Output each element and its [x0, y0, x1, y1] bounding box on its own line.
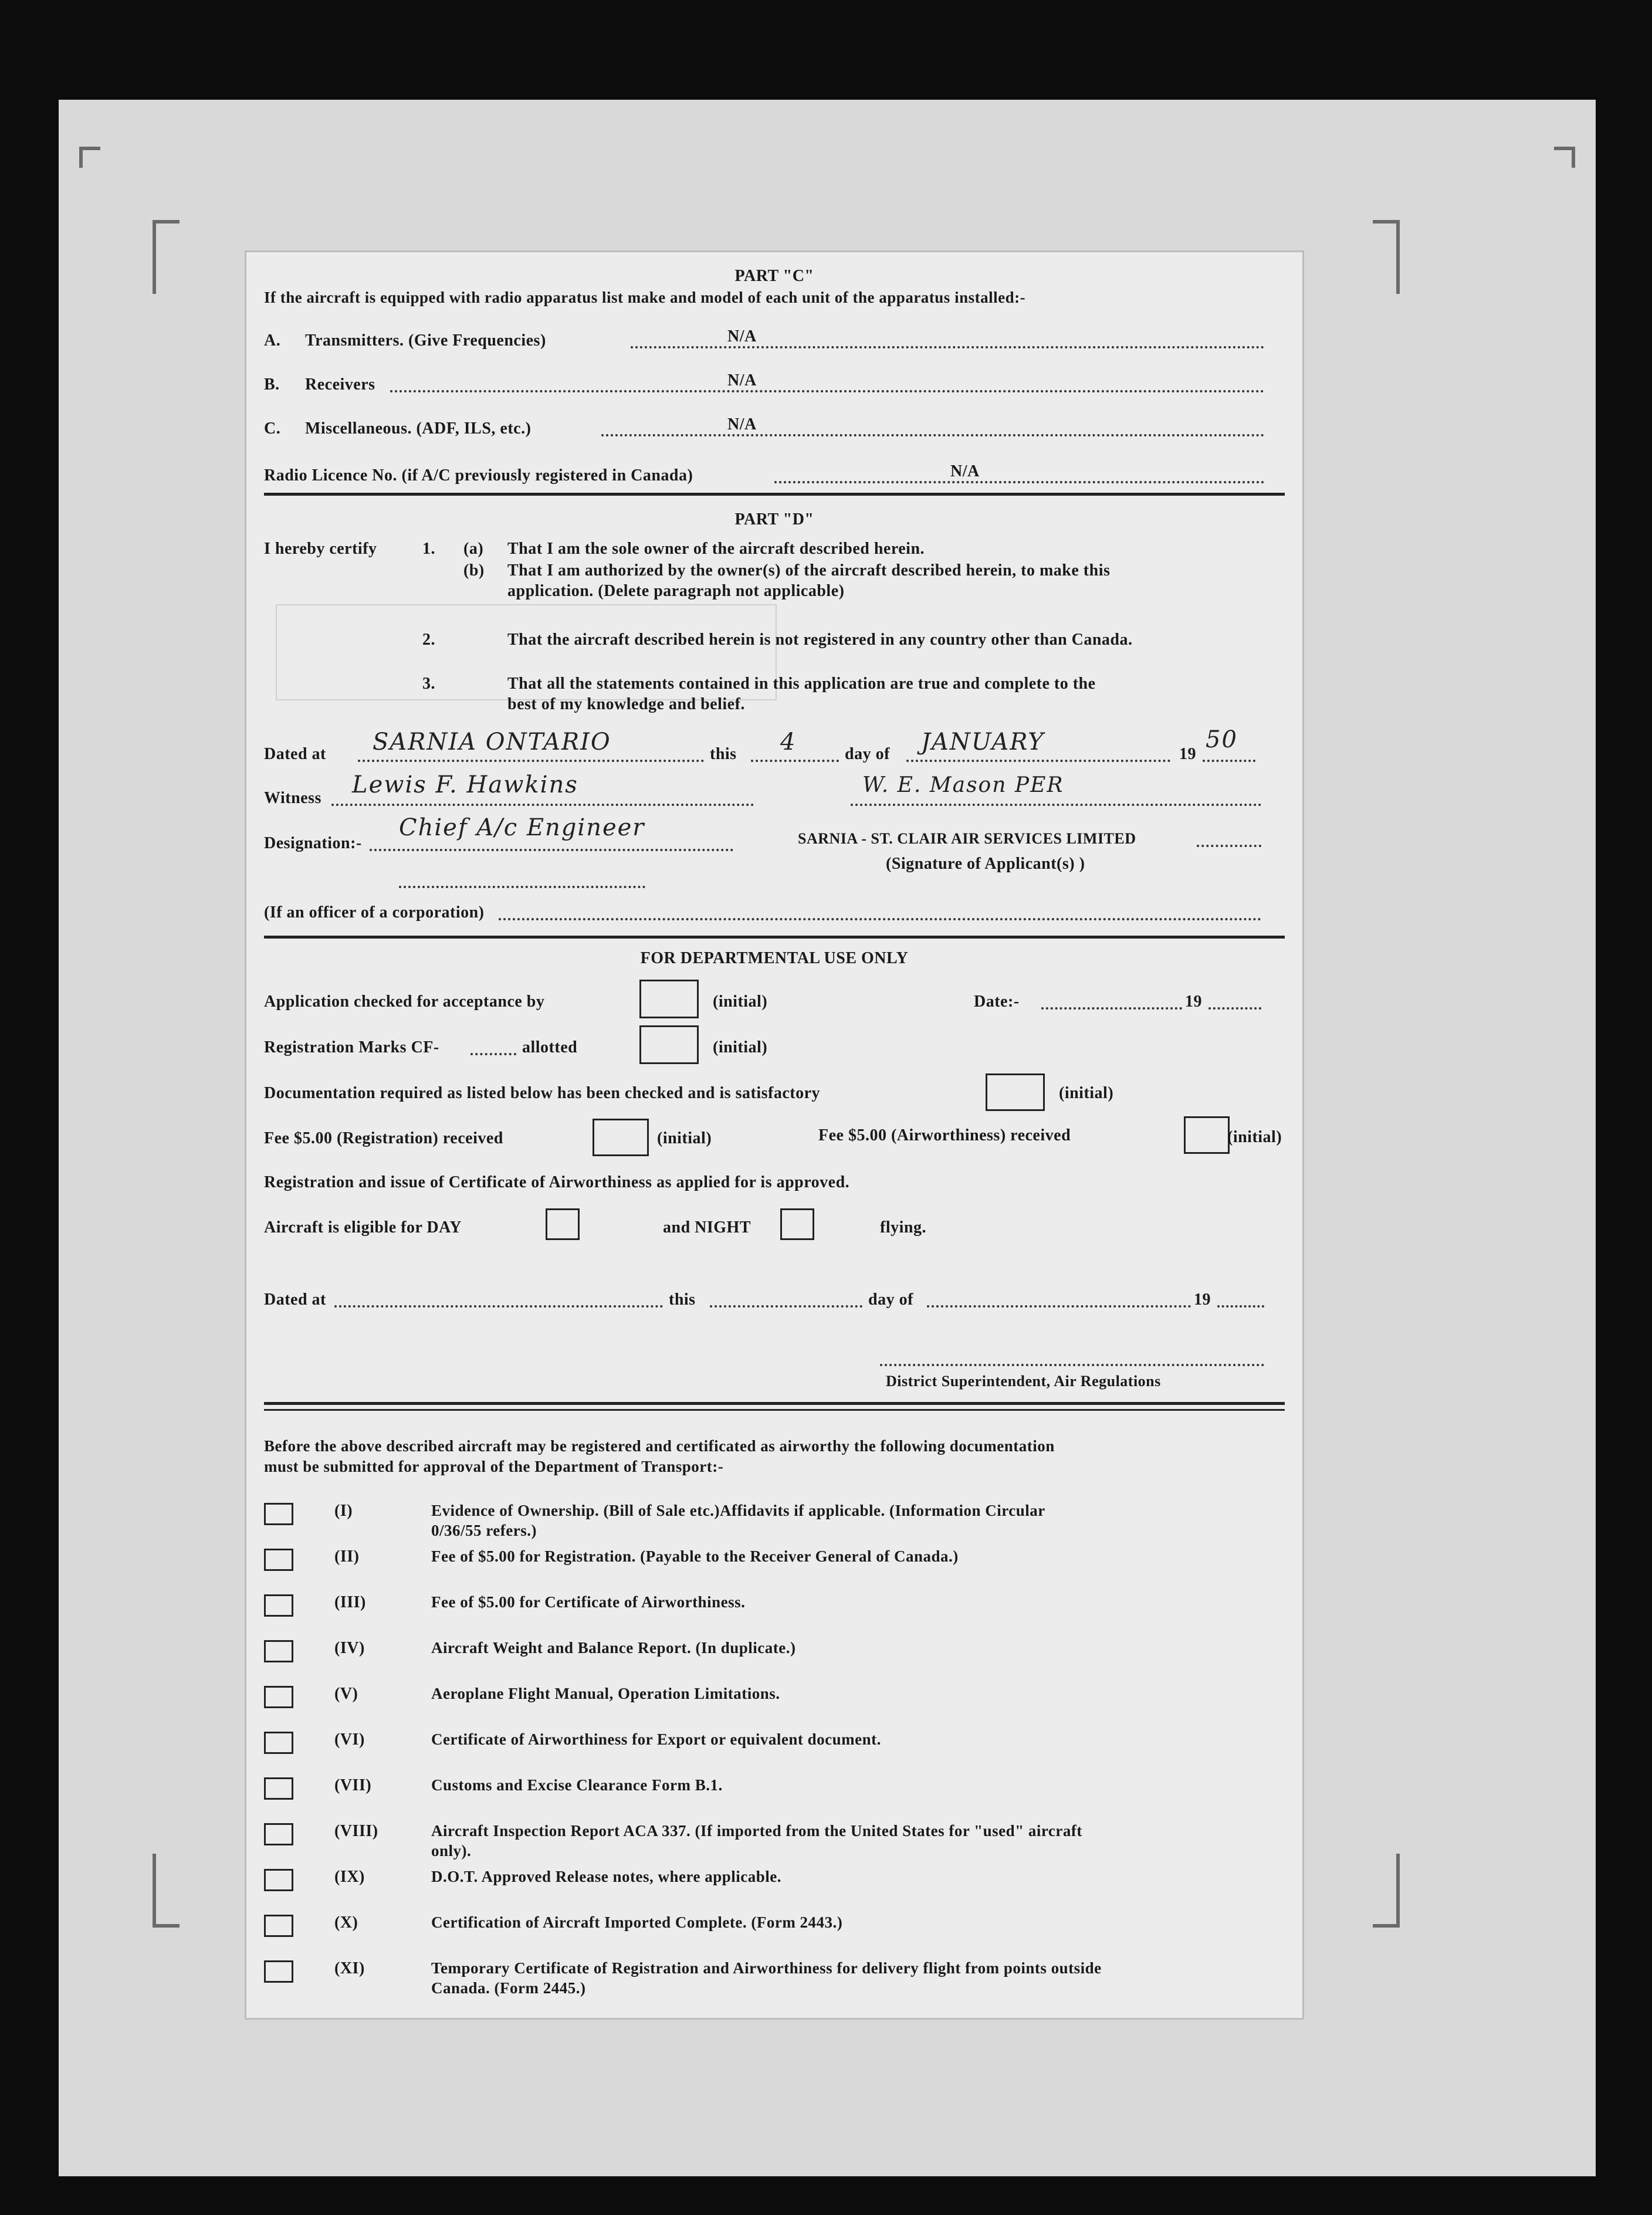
applicant-signature[interactable]: W. E. Mason PER — [862, 773, 1064, 797]
doc-item-number: (VI) — [334, 1730, 365, 1749]
item-2-num: 2. — [422, 631, 435, 649]
doc-item-text: D.O.T. Approved Release notes, where applicable. — [431, 1868, 781, 1885]
reg-marks-initial-box[interactable] — [639, 1025, 699, 1064]
doc-item-text: Certificate of Airworthiness for Export or equivalent document. — [431, 1730, 881, 1748]
day-of-label: day of — [845, 745, 890, 763]
fee-registration-box[interactable] — [593, 1119, 649, 1156]
bleed-through-table — [276, 604, 777, 700]
item-3-num: 3. — [422, 675, 435, 693]
certify-label: I hereby certify — [264, 540, 377, 558]
doc-item-text-continued: 0/36/55 refers.) — [431, 1522, 537, 1539]
year-value[interactable]: 50 — [1206, 726, 1238, 753]
doc-item-number: (II) — [334, 1547, 360, 1566]
night-label: and NIGHT — [663, 1218, 751, 1237]
doc-checkbox[interactable] — [264, 1960, 293, 1983]
item-1-num: 1. — [422, 540, 435, 558]
corner-mark — [1554, 147, 1575, 168]
designation-label: Designation:- — [264, 834, 362, 852]
doc-checkbox[interactable] — [264, 1686, 293, 1708]
corner-mark — [79, 147, 100, 168]
radio-licence-value[interactable]: N/A — [950, 462, 980, 480]
item-1a-text: That I am the sole owner of the aircraft described herein. — [507, 540, 925, 558]
radio-licence-label: Radio Licence No. (if A/C previously registered in Canada) — [264, 466, 693, 485]
item-1a-letter: (a) — [463, 540, 484, 558]
doc-checkbox[interactable] — [264, 1640, 293, 1662]
divider — [264, 1409, 1285, 1411]
flying-label: flying. — [880, 1218, 926, 1237]
fee-registration-label: Fee $5.00 (Registration) received — [264, 1129, 503, 1147]
item-1b-letter: (b) — [463, 561, 485, 580]
crop-mark-bottom-left — [153, 1854, 180, 1928]
doc-item-text: Aircraft Weight and Balance Report. (In duplicate.) — [431, 1639, 796, 1657]
doc-item-text: Fee of $5.00 for Certificate of Airworthiness. — [431, 1593, 746, 1611]
doc-checkbox[interactable] — [264, 1549, 293, 1571]
doc-item-number: (IX) — [334, 1868, 365, 1886]
part-c-intro: If the aircraft is equipped with radio apparatus list make and model of each unit of the apparatus installed:- — [264, 289, 1026, 306]
doc-checkbox[interactable] — [264, 1777, 293, 1800]
doc-item-text: Fee of $5.00 for Registration. (Payable to the Receiver General of Canada.) — [431, 1547, 959, 1565]
officer-note: (If an officer of a corporation) — [264, 903, 485, 922]
doc-item-number: (VIII) — [334, 1822, 378, 1840]
allotted-label: allotted — [522, 1038, 578, 1056]
dept-day-of-label: day of — [868, 1291, 913, 1309]
doc-item-text: Evidence of Ownership. (Bill of Sale etc.)Affidavits if applicable. (Information Circular — [431, 1502, 1045, 1519]
initial-label: (initial) — [1059, 1084, 1114, 1102]
dept-dated-at-label: Dated at — [264, 1291, 326, 1309]
doc-item-number: (X) — [334, 1913, 358, 1932]
doc-item-text: Aircraft Inspection Report ACA 337. (If imported from the United States for "used" aircraft — [431, 1822, 1082, 1840]
initial-label: (initial) — [713, 993, 768, 1011]
initial-label: (initial) — [713, 1038, 768, 1056]
divider — [264, 493, 1285, 496]
doc-item-text: Certification of Aircraft Imported Complete. (Form 2443.) — [431, 1913, 843, 1931]
doc-checkbox[interactable] — [264, 1594, 293, 1617]
doc-checkbox[interactable] — [264, 1732, 293, 1754]
checked-label: Application checked for acceptance by — [264, 993, 545, 1011]
item-1b-line2: application. (Delete paragraph not applicable) — [507, 582, 845, 600]
misc-label: Miscellaneous. (ADF, ILS, etc.) — [305, 419, 532, 438]
doc-intro-line1: Before the above described aircraft may be registered and certificated as airworthy the following documentation — [264, 1437, 1055, 1455]
doc-item-text-continued: Canada. (Form 2445.) — [431, 1979, 586, 1997]
doc-item-number: (IV) — [334, 1639, 365, 1657]
crop-mark-top-right — [1373, 220, 1400, 294]
doc-checkbox[interactable] — [264, 1503, 293, 1525]
misc-value[interactable]: N/A — [727, 415, 757, 433]
doc-item-text: Temporary Certificate of Registration and Airworthiness for delivery flight from points outside — [431, 1959, 1102, 1977]
item-1b-line1: That I am authorized by the owner(s) of the aircraft described herein, to make this — [507, 561, 1111, 580]
dated-at-label: Dated at — [264, 745, 326, 763]
receivers-label: Receivers — [305, 375, 375, 394]
this-label: this — [710, 745, 737, 763]
doc-item-text: Customs and Excise Clearance Form B.1. — [431, 1776, 723, 1794]
doc-item-number: (VII) — [334, 1776, 372, 1794]
doc-item-text-continued: only). — [431, 1842, 472, 1860]
item-3-line1: That all the statements contained in this application are true and complete to the — [507, 675, 1096, 693]
company-name: SARNIA - ST. CLAIR AIR SERVICES LIMITED — [798, 830, 1136, 847]
documentation-checked: Documentation required as listed below has been checked and is satisfactory — [264, 1084, 821, 1102]
documentation-initial-box[interactable] — [986, 1073, 1045, 1111]
dept-this-label: this — [669, 1291, 696, 1309]
divider — [264, 1402, 1285, 1405]
checked-initial-box[interactable] — [639, 980, 699, 1018]
doc-checkbox[interactable] — [264, 1915, 293, 1937]
part-c-title: PART "C" — [734, 267, 814, 285]
item-2-text: That the aircraft described herein is not registered in any country other than Canada. — [507, 631, 1133, 649]
dept-year-prefix: 19 — [1194, 1291, 1211, 1309]
doc-checkbox[interactable] — [264, 1869, 293, 1891]
divider — [264, 936, 1285, 939]
initial-label: (initial) — [1227, 1128, 1282, 1146]
receivers-value[interactable]: N/A — [727, 371, 757, 390]
signature-caption: (Signature of Applicant(s) ) — [886, 855, 1085, 873]
day-checkbox[interactable] — [546, 1208, 580, 1240]
doc-item-text: Aeroplane Flight Manual, Operation Limitations. — [431, 1685, 780, 1702]
dated-at-value[interactable]: SARNIA ONTARIO — [373, 729, 611, 756]
doc-item-number: (XI) — [334, 1959, 365, 1977]
approval-statement: Registration and issue of Certificate of Airworthiness as applied for is approved. — [264, 1173, 850, 1191]
doc-item-number: (III) — [334, 1593, 366, 1611]
day-value[interactable]: 4 — [780, 729, 797, 756]
doc-checkbox[interactable] — [264, 1823, 293, 1845]
witness-label: Witness — [264, 789, 321, 807]
fee-airworthiness-box[interactable] — [1184, 1116, 1230, 1154]
fee-airworthiness-label: Fee $5.00 (Airworthiness) received — [818, 1126, 1071, 1144]
reg-marks-label: Registration Marks CF- — [264, 1038, 439, 1056]
part-d-title: PART "D" — [734, 510, 814, 529]
receivers-letter: B. — [264, 375, 280, 394]
date-label: Date:- — [974, 993, 1020, 1011]
misc-letter: C. — [264, 419, 281, 438]
transmitters-label: Transmitters. (Give Frequencies) — [305, 331, 546, 350]
dept-title: FOR DEPARTMENTAL USE ONLY — [640, 949, 909, 967]
transmitters-value[interactable]: N/A — [727, 327, 757, 346]
doc-intro-line2: must be submitted for approval of the Department of Transport:- — [264, 1458, 724, 1475]
night-checkbox[interactable] — [780, 1208, 814, 1240]
witness-signature[interactable]: Lewis F. Hawkins — [352, 771, 578, 798]
form-sheet — [246, 252, 1302, 2018]
date-year-prefix: 19 — [1185, 993, 1202, 1011]
doc-item-number: (V) — [334, 1685, 358, 1703]
crop-mark-top-left — [153, 220, 180, 294]
transmitters-letter: A. — [264, 331, 281, 350]
year-prefix: 19 — [1179, 745, 1196, 763]
superintendent-caption: District Superintendent, Air Regulations — [886, 1373, 1161, 1390]
initial-label: (initial) — [657, 1129, 712, 1147]
doc-item-number: (I) — [334, 1502, 353, 1520]
eligible-day-label: Aircraft is eligible for DAY — [264, 1218, 462, 1237]
item-3-line2: best of my knowledge and belief. — [507, 695, 745, 713]
month-value[interactable]: JANUARY — [921, 729, 1045, 756]
designation-value[interactable]: Chief A/c Engineer — [399, 814, 645, 841]
crop-mark-bottom-right — [1373, 1854, 1400, 1928]
